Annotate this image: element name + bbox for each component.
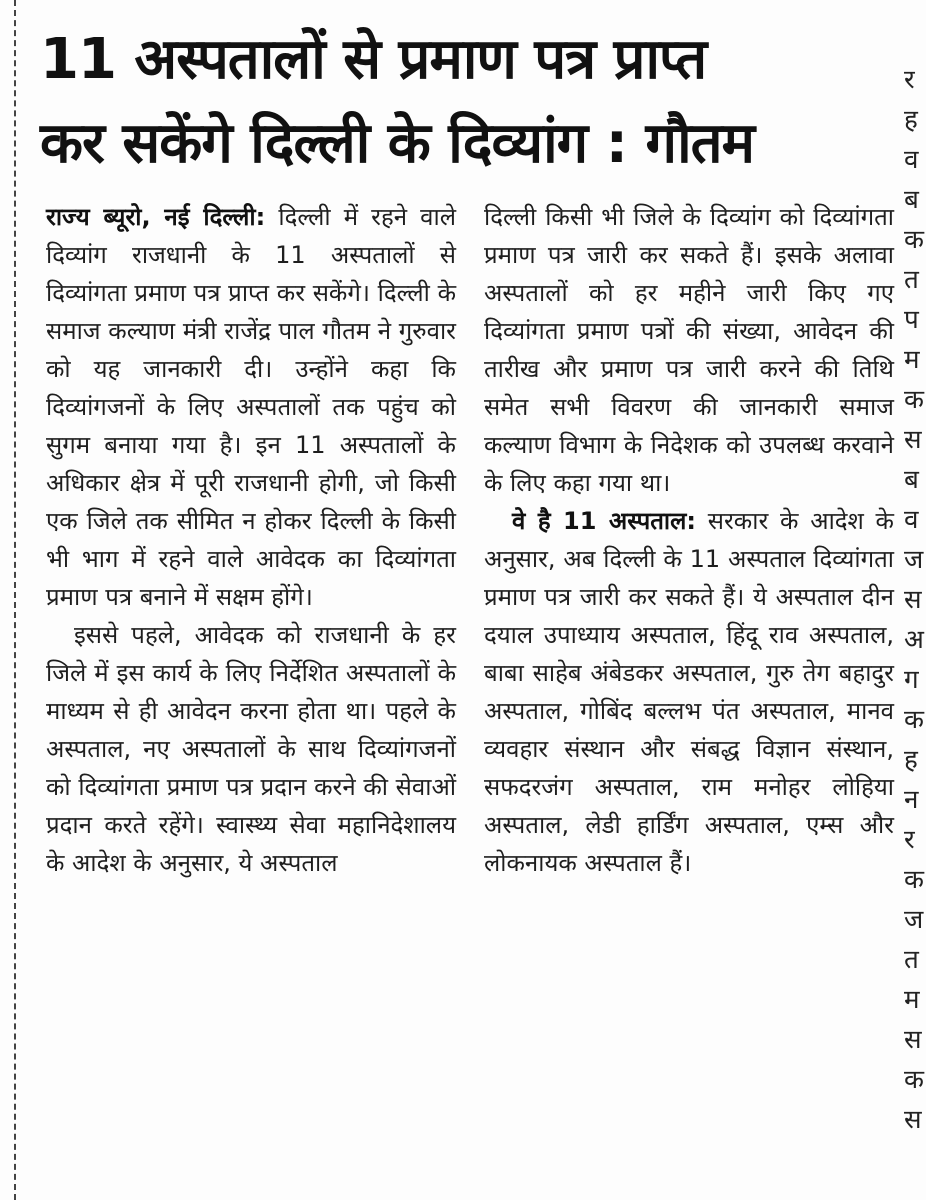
headline-line-1: 11 अस्पतालों से प्रमाण पत्र प्राप्त xyxy=(40,27,707,92)
subheading-11-hospitals: वे है 11 अस्पताल: xyxy=(512,507,696,535)
headline xyxy=(40,18,900,186)
paragraph-1-text: दिल्ली में रहने वाले दिव्यांग राजधानी के 11 अस्पतालों से दिव्यांगता प्रमाण पत्र प्राप्त कर सकेंगे। दिल्ली के समाज कल्याण मंत्री राजेंद्र पाल गौतम ने गुरुवार को यह जानकारी दी। उन्होंने कहा कि दिव्यांगजनों के लिए अस्पतालों तक पहुंच को सुगम बनाया गया है। इन 11 अस्पतालों के अधिकार क्षेत्र में पूरी राजधानी होगी, जो किसी एक जिले तक सीमित न होकर दिल्ली के किसी भी भाग में रहने वाले आवेदक का दिव्यांगता प्रमाण पत्र बनाने में सक्षम होंगे। xyxy=(46,203,456,611)
dateline: राज्य ब्यूरो, नई दिल्ली: xyxy=(46,203,266,231)
paragraph-1 xyxy=(46,198,456,616)
column-divider-rule xyxy=(14,0,16,1200)
paragraph-4-text: सरकार के आदेश के अनुसार, अब दिल्ली के 11 अस्पताल दिव्यांगता प्रमाण पत्र जारी कर सकते हैं। ये अस्पताल दीन दयाल उपाध्याय अस्पताल, हिंदू राव अस्पताल, बाबा साहेब अंबेडकर अस्पताल, गुरु तेग बहादुर अस्पताल, गोबिंद बल्लभ पंत अस्पताल, मानव व्यवहार संस्थान और संबद्ध विज्ञान संस्थान, सफदरजंग अस्पताल, राम मनोहर लोहिया अस्पताल, लेडी हार्डिंग अस्पताल, एम्स और लोकनायक अस्पताल हैं। xyxy=(484,507,894,877)
paragraph-3: दिल्ली किसी भी जिले के दिव्यांग को दिव्यांगता प्रमाण पत्र जारी कर सकते हैं। इसके अलावा अस्पतालों को हर महीने जारी किए गए दिव्यांगता प्रमाण पत्रों की संख्या, आवेदन की तारीख और प्रमाण पत्र जारी करने की तिथि समेत सभी विवरण की जानकारी समाज कल्याण विभाग के निदेशक को उपलब्ध करवाने के लिए कहा गया था। xyxy=(484,203,894,497)
paragraph-2: इससे पहले, आवेदक को राजधानी के हर जिले में इस कार्य के लिए निर्देशित अस्पतालों के माध्यम से ही आवेदन करना होता था। पहले के अस्पताल, नए अस्पतालों के साथ दिव्यांगजनों को दिव्यांगता प्रमाण पत्र प्रदान करने की सेवाओं प्रदान करते रहेंगे। स्वास्थ्य सेवा महानिदेशालय के आदेश के अनुसार, ये अस्पताल xyxy=(46,621,456,877)
article-column-right xyxy=(484,198,894,882)
adjacent-article-bleed: र ह व ब क त प म क स ब व ज स अ ग क ह न र क ज त म स क स xyxy=(904,65,924,1135)
headline-line-2: कर सकेंगे दिल्ली के दिव्यांग : गौतम xyxy=(40,111,754,176)
article-column-left xyxy=(46,198,456,882)
paragraph-4 xyxy=(484,502,894,882)
